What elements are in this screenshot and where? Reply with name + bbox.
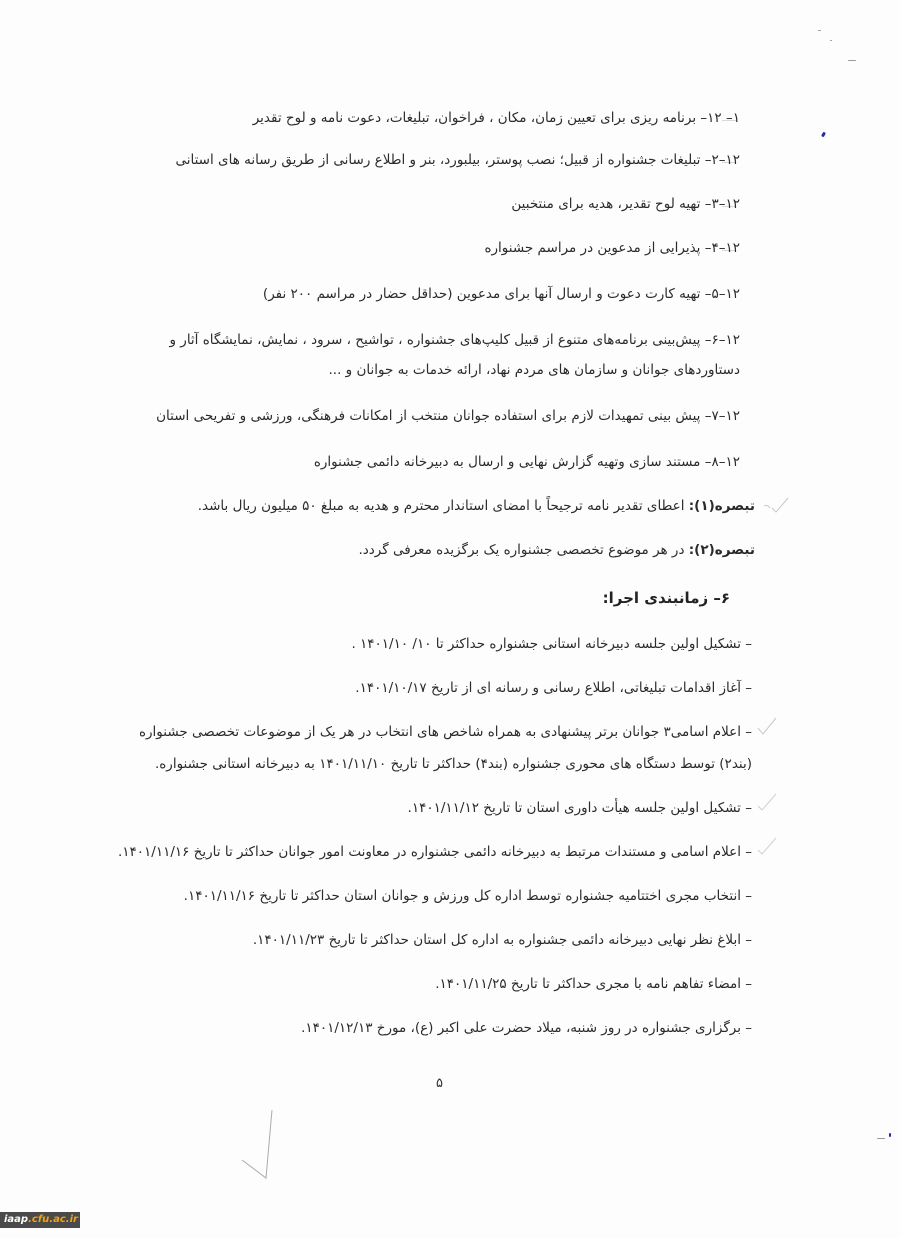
scan-speck bbox=[889, 1133, 891, 1137]
scan-speck bbox=[821, 132, 826, 138]
watermark-domain: .cfu.ac.ir bbox=[28, 1214, 78, 1225]
scan-speck bbox=[818, 30, 821, 31]
item-12-5: ۱۲–۵– تهیه کارت دعوت و ارسال آنها برای مدعوین (حداقل حضار در مراسم ۲۰۰ نفر) bbox=[262, 286, 740, 302]
scan-speck bbox=[877, 1138, 885, 1139]
item-12-8: ۱۲–۸– مستند سازی وتهیه گزارش نهایی و ارسال به دبیرخانه دائمی جشنواره bbox=[313, 454, 740, 470]
check-mark-icon bbox=[756, 716, 778, 738]
note-1-text: اعطای تقدیر نامه ترجیحاً با امضای استاندار محترم و هدیه به مبلغ ۵۰ میلیون ریال باشد. bbox=[197, 498, 689, 514]
note-1 bbox=[198, 496, 755, 516]
schedule-item-2: – آغاز اقدامات تبلیغاتی، اطلاع رسانی و رسانه ای از تاریخ ۱۴۰۱/۱۰/۱۷. bbox=[355, 680, 752, 696]
scan-speck bbox=[830, 40, 832, 41]
note-2-label: تبصره(۲): bbox=[688, 542, 755, 558]
note-1-label: تبصره(۱): bbox=[688, 498, 755, 514]
check-mark-icon bbox=[756, 792, 778, 814]
scan-speck bbox=[848, 60, 856, 61]
watermark-link[interactable] bbox=[0, 1212, 80, 1228]
check-mark-icon bbox=[762, 496, 790, 516]
check-mark-icon bbox=[756, 836, 778, 858]
item-12-2: ۱۲–۲– تبلیغات جشنواره از قبیل؛ نصب پوستر، بیلبورد، بنر و اطلاع رسانی از طریق رسانه های استانی bbox=[175, 152, 740, 168]
schedule-item-8: – امضاء تفاهم نامه با مجری حداکثر تا تاریخ ۱۴۰۱/۱۱/۲۵. bbox=[435, 976, 752, 992]
note-2 bbox=[358, 540, 755, 560]
section-heading-schedule: ۶– زمانبندی اجرا: bbox=[602, 589, 730, 607]
page-number: ۵ bbox=[436, 1076, 443, 1091]
schedule-item-3-cont: (بند۲) توسط دستگاه های محوری جشنواره (بند۴) حداکثر تا تاریخ ۱۴۰۱/۱۱/۱۰ به دبیرخانه استانی جشنواره. bbox=[154, 756, 752, 772]
schedule-item-3: – اعلام اسامی۳ جوانان برتر پیشنهادی به همراه شاخص های انتخاب در هر یک از موضوعات تخصصی جشنواره bbox=[138, 724, 752, 740]
item-12-6: ۱۲–۶– پیش‌بینی برنامه‌های متنوع از قبیل کلیپ‌های جشنواره ، تواشیح ، سرود ، نمایش، نمایشگاه آثار و bbox=[169, 332, 740, 348]
schedule-item-5: – اعلام اسامی و مستندات مرتبط به دبیرخانه دائمی جشنواره در معاونت امور جوانان حداکثر تا تاریخ ۱۴۰۱/۱۱/۱۶. bbox=[117, 844, 752, 860]
handwritten-check-icon bbox=[238, 1108, 278, 1188]
item-12-7: ۱۲–۷– پیش بینی تمهیدات لازم برای استفاده جوانان منتخب از امکانات فرهنگی، ورزشی و تفریحی استان bbox=[156, 408, 740, 424]
schedule-item-4: – تشکیل اولین جلسه هیأت داوری استان تا تاریخ ۱۴۰۱/۱۱/۱۲. bbox=[407, 800, 752, 816]
note-2-text: در هر موضوع تخصصی جشنواره یک برگزیده معرفی گردد. bbox=[358, 542, 689, 558]
item-12-3: ۱۲–۳– تهیه لوح تقدیر، هدیه برای منتخبین bbox=[511, 196, 740, 212]
item-12-4: ۱۲–۴– پذیرایی از مدعوین در مراسم جشنواره bbox=[484, 240, 740, 256]
schedule-item-1: – تشکیل اولین جلسه دبیرخانه استانی جشنواره حداکثر تا ۱۰/ ۱۴۰۱/۱۰ . bbox=[351, 636, 752, 652]
item-12-6-cont: دستاوردهای جوانان و سازمان های مردم نهاد، ارائه خدمات به جوانان و ... bbox=[328, 362, 740, 378]
item-12-1: ۱– ۱۲– برنامه ریزی برای تعیین زمان، مکان ، فراخوان، تبلیغات، دعوت نامه و لوح تقدیر bbox=[252, 110, 740, 126]
watermark-prefix: iaap bbox=[4, 1214, 29, 1225]
schedule-item-6: – انتخاب مجری اختتامیه جشنواره توسط اداره کل ورزش و جوانان استان حداکثر تا تاریخ ۱۴۰۱/۱۱/۱۶. bbox=[183, 888, 752, 904]
schedule-item-7: – ابلاغ نظر نهایی دبیرخانه دائمی جشنواره به اداره کل استان حداکثر تا تاریخ ۱۴۰۱/۱۱/۲۳. bbox=[252, 932, 752, 948]
schedule-item-9: – برگزاری جشنواره در روز شنبه، میلاد حضرت علی اکبر (ع)، مورخ ۱۴۰۱/۱۲/۱۳. bbox=[301, 1020, 752, 1036]
